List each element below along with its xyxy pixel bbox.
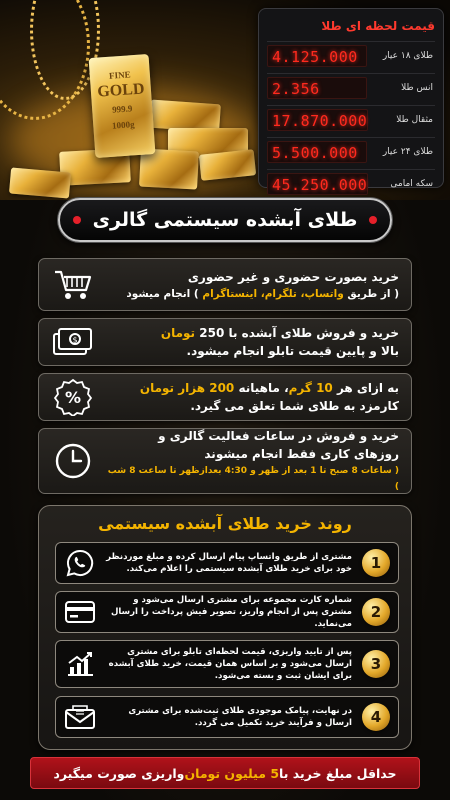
board-title: قیمت لحظه ای طلا	[321, 19, 435, 33]
feature-line: بالا و پایین قیمت تابلو انجام میشود.	[186, 344, 399, 358]
step-text: مشتری از طریق واتساپ پیام ارسال کرده و مبلغ موردنظر خود برای خرید طلای آبشده سیستمی را اعلام می‌کند.	[106, 552, 352, 574]
red-dot-icon	[369, 216, 377, 224]
price-value: 5.500.000	[267, 141, 367, 163]
feature-card-working-hours	[38, 428, 412, 494]
gold-bar	[199, 149, 256, 181]
feature-line: به ازای هر 10 گرم، ماهیانه 200 هزار تومان	[139, 381, 399, 395]
live-price-board	[258, 8, 444, 194]
cart-icon	[49, 265, 97, 305]
feature-card-commission	[38, 373, 412, 421]
price-label: انس طلا	[401, 82, 433, 93]
step-number-badge: 2	[362, 598, 390, 626]
step-text: پس از تایید واریزی، قیمت لحظه‌ای تابلو برای مشتری ارسال می‌شود و بر اساس همان قیمت، خرید طلای آبشده برای ایشان ثبت و بسته می‌شود.	[108, 647, 352, 681]
feature-line: خرید بصورت حضوری و غیر حضوری	[187, 269, 399, 284]
price-label: طلای ۲۴ عیار	[382, 146, 433, 157]
process-step	[55, 640, 399, 688]
price-row	[267, 41, 435, 69]
price-value: 45.250.000	[267, 173, 368, 195]
step-number-badge: 1	[362, 549, 390, 577]
process-step	[55, 542, 399, 584]
process-step	[55, 696, 399, 738]
price-value: 2.356	[267, 77, 367, 99]
feature-line: کارمزد به طلای شما تعلق می گیرد.	[190, 399, 399, 413]
credit-card-icon	[62, 596, 98, 628]
step-number-badge: 3	[362, 650, 390, 678]
money-icon	[49, 322, 97, 362]
feature-line: روزهای کاری فقط انجام میشوند	[204, 447, 399, 461]
whatsapp-icon	[62, 547, 98, 579]
ingot-stamp-fine: FINE	[108, 69, 131, 81]
svg-text:%: %	[64, 388, 82, 407]
process-title: روند خرید طلای آبشده سیستمی	[98, 514, 352, 533]
highlight-text: 5 میلیون تومان	[184, 765, 280, 781]
envelope-icon	[62, 701, 98, 733]
purchase-process-panel	[38, 505, 412, 750]
price-value: 4.125.000	[267, 45, 367, 67]
ingot-stamp-gold: GOLD	[96, 80, 146, 101]
percent-icon	[49, 377, 97, 417]
gold-bar	[139, 149, 199, 190]
page-title: طلای آبشده سیستمی گالری	[92, 209, 358, 231]
step-number-badge: 4	[362, 703, 390, 731]
working-hours-text: ( ساعات 8 صبح تا 1 بعد از ظهر و 4:30 بعدازظهر تا ساعت 8 شب )	[107, 466, 399, 492]
ingot-stamp-weight: 1000g	[111, 119, 135, 131]
step-text: شماره کارت مجموعه برای مشتری ارسال می‌شود و مشتری پس از انجام واریز، تصویر فیش پرداخت را ارسال می‌نماید.	[110, 595, 352, 629]
highlight-text: واتساپ، تلگرام، اینستاگرام	[202, 287, 344, 300]
price-label: سکه امامی	[390, 178, 433, 189]
hero-gold-image	[0, 0, 450, 200]
step-text: در نهایت، پیامک موجودی طلای ثبت‌شده برای مشتری ارسال و فرآیند خرید تکمیل می گردد.	[128, 706, 352, 728]
highlight-text: 200 هزار تومان	[139, 381, 235, 395]
ingot-stamp-purity: 999.9	[111, 103, 133, 115]
red-dot-icon	[73, 216, 81, 224]
price-label: مثقال طلا	[396, 114, 433, 125]
feature-line: خرید و فروش در ساعات فعالیت گالری و	[158, 429, 399, 443]
feature-card-purchase-channels	[38, 258, 412, 311]
price-row	[267, 105, 435, 133]
gold-bar	[9, 167, 71, 198]
gold-ingot	[89, 54, 156, 158]
price-value: 17.870.000	[267, 109, 368, 131]
price-row	[267, 73, 435, 101]
feature-line: خرید و فروش طلای آبشده با 250 تومان	[160, 326, 399, 340]
footer-text: واریزی صورت میگیرد	[53, 765, 185, 781]
price-label: طلای ۱۸ عیار	[382, 50, 433, 61]
feature-line: ( از طریق واتساپ، تلگرام، اینستاگرام ) انجام میشود	[126, 287, 399, 300]
clock-icon	[49, 441, 97, 481]
feature-card-spread	[38, 318, 412, 366]
chart-icon	[62, 648, 98, 680]
minimum-purchase-banner	[30, 757, 420, 789]
page-title-banner	[58, 198, 392, 242]
price-row	[267, 169, 435, 197]
highlight-text: 10 گرم	[288, 381, 333, 395]
highlight-text: تومان	[160, 326, 200, 340]
price-row	[267, 137, 435, 165]
svg-text:$: $	[72, 335, 78, 345]
footer-text: حداقل مبلغ خرید با	[279, 765, 397, 781]
process-step	[55, 591, 399, 633]
